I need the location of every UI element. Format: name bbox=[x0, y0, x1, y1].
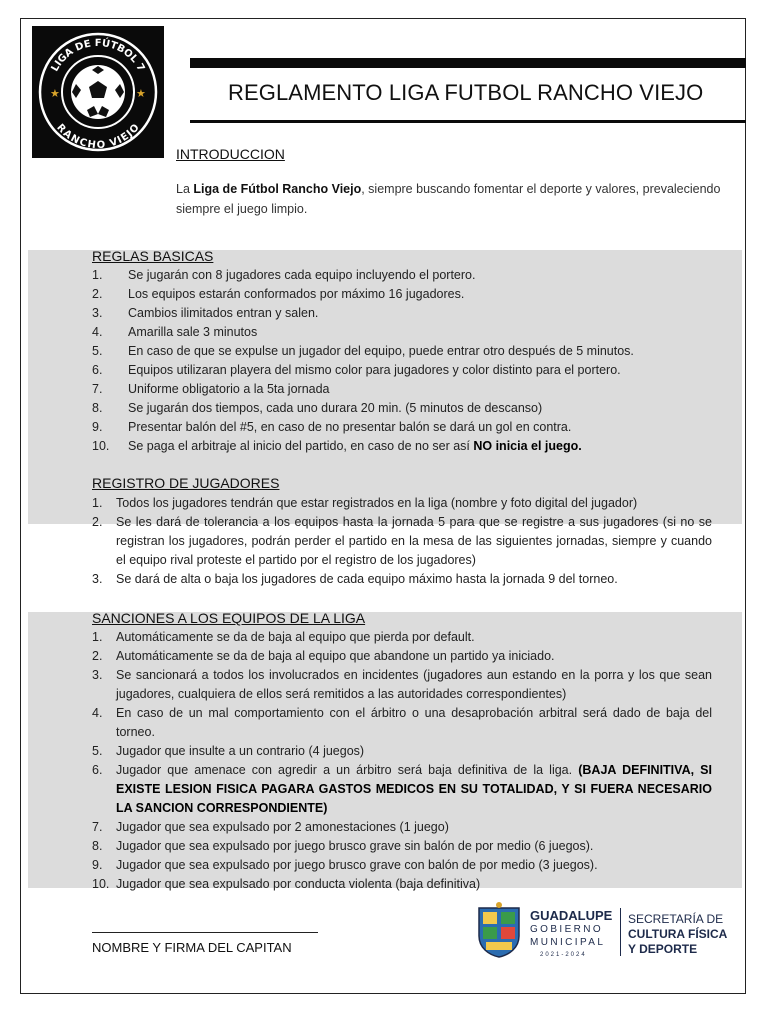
list-item-text: Automáticamente se da de baja al equipo que abandone un partido ya iniciado. bbox=[116, 649, 555, 663]
list-item-number: 1. bbox=[92, 496, 103, 510]
title-bar-top bbox=[190, 58, 746, 68]
list-item-number: 10. bbox=[92, 439, 110, 453]
list-item-text: Jugador que sea expulsado por 2 amonestaciones (1 juego) bbox=[116, 820, 449, 834]
list-item-number: 3. bbox=[92, 668, 103, 682]
gov-name: GUADALUPE bbox=[530, 908, 613, 923]
list-item-number: 7. bbox=[92, 382, 103, 396]
list-item-text: Se sancionará a todos los involucrados en incidentes (jugadores aun estando en la porra y los que sean jugadores, cualquiera de ellos será remitidos a las autoridades correspondientes) bbox=[116, 668, 712, 701]
list-item-number: 2. bbox=[92, 515, 103, 529]
logo-top-text: LIGA DE FÚTBOL 7 bbox=[49, 37, 147, 74]
gov-divider bbox=[620, 908, 621, 956]
list-item-number: 7. bbox=[92, 820, 103, 834]
list-item-number: 9. bbox=[92, 420, 103, 434]
list-item-text: Todos los jugadores tendrán que estar registrados en la liga (nombre y foto digital del jugador) bbox=[116, 496, 638, 510]
list-item bbox=[92, 361, 734, 380]
list-item bbox=[92, 418, 734, 437]
list-item-number: 2. bbox=[92, 287, 103, 301]
reglas-heading: REGLAS BASICAS bbox=[92, 248, 214, 264]
registro-list bbox=[92, 494, 712, 589]
list-item bbox=[92, 494, 712, 513]
list-item bbox=[92, 342, 734, 361]
gov-logo-block bbox=[472, 890, 740, 972]
soccer-ball-icon bbox=[71, 65, 125, 119]
list-item bbox=[92, 666, 712, 704]
list-item-text: En caso de que se expulse un jugador del equipo, puede entrar otro después de 5 minutos. bbox=[128, 344, 634, 358]
list-item-number: 6. bbox=[92, 363, 103, 377]
title-bar-bottom bbox=[190, 120, 746, 123]
list-item-number: 1. bbox=[92, 630, 103, 644]
list-item-number: 8. bbox=[92, 839, 103, 853]
list-item-text: Cambios ilimitados entran y salen. bbox=[128, 306, 319, 320]
list-item-number: 3. bbox=[92, 572, 103, 586]
intro-heading: INTRODUCCION bbox=[176, 146, 285, 162]
list-item bbox=[92, 704, 712, 742]
gov-sub1: GOBIERNO bbox=[530, 924, 604, 935]
svg-text:RANCHO VIEJO bbox=[54, 122, 142, 151]
league-logo bbox=[32, 26, 164, 158]
list-item bbox=[92, 856, 712, 875]
list-item-text: Jugador que sea expulsado por juego brusco grave sin balón de por medio (6 juegos). bbox=[116, 839, 594, 853]
signature-label: NOMBRE Y FIRMA DEL CAPITAN bbox=[92, 940, 292, 955]
list-item-emphasis: (BAJA DEFINITIVA, SI EXISTE LESION FISICA PAGARA GASTOS MEDICOS EN SU TOTALIDAD, Y SI FUERA NECESARIO LA SANCION CORRESPONDIENTE) bbox=[116, 763, 712, 815]
list-item bbox=[92, 570, 712, 589]
list-item-text: Se jugarán con 8 jugadores cada equipo incluyendo el portero. bbox=[128, 268, 476, 282]
list-item-number: 4. bbox=[92, 706, 103, 720]
list-item-number: 9. bbox=[92, 858, 103, 872]
list-item-text: Se dará de alta o baja los jugadores de cada equipo máximo hasta la jornada 9 del torneo. bbox=[116, 572, 618, 586]
league-name: Liga de Fútbol Rancho Viejo bbox=[193, 182, 362, 196]
list-item bbox=[92, 437, 734, 456]
list-item-text: Se jugarán dos tiempos, cada uno durara 20 min. (5 minutos de descanso) bbox=[128, 401, 543, 415]
registro-heading: REGISTRO DE JUGADORES bbox=[92, 475, 280, 491]
list-item-text: Los equipos estarán conformados por máximo 16 jugadores. bbox=[128, 287, 465, 301]
secretaria-line3: Y DEPORTE bbox=[628, 942, 698, 956]
list-item-text: Automáticamente se da de baja al equipo que pierda por default. bbox=[116, 630, 475, 644]
list-item-text: Jugador que sea expulsado por juego brusco grave con balón de por medio (3 juegos). bbox=[116, 858, 598, 872]
league-logo-graphic bbox=[32, 26, 164, 158]
list-item bbox=[92, 647, 712, 666]
list-item-number: 1. bbox=[92, 268, 103, 282]
logo-bottom-text: RANCHO VIEJO bbox=[54, 122, 142, 152]
list-item-number: 10. bbox=[92, 877, 110, 891]
list-item bbox=[92, 761, 712, 818]
list-item-number: 6. bbox=[92, 763, 103, 777]
intro-paragraph: La Liga de Fútbol Rancho Viejo, siempre buscando fomentar el deporte y valores, prevaleciendo siempre el juego limpio. bbox=[176, 182, 721, 216]
secretaria-line1: SECRETARÍA DE bbox=[628, 912, 724, 926]
reglas-list bbox=[92, 266, 734, 456]
list-item bbox=[92, 742, 712, 761]
page-title: REGLAMENTO LIGA FUTBOL RANCHO VIEJO bbox=[228, 80, 704, 105]
list-item-text: Amarilla sale 3 minutos bbox=[128, 325, 258, 339]
list-item bbox=[92, 380, 734, 399]
gov-sub2: MUNICIPAL bbox=[530, 937, 606, 948]
municipal-shield-icon bbox=[476, 902, 522, 958]
gov-years: 2021-2024 bbox=[540, 952, 587, 958]
list-item-text: Se paga el arbitraje al inicio del partido, en caso de no ser así NO inicia el juego. bbox=[128, 439, 582, 453]
list-item bbox=[92, 837, 712, 856]
list-item-text: Se les dará de tolerancia a los equipos hasta la jornada 5 para que se registre a sus jugadores (si no se registran los jugadores, podrán perder el partido en la mesa de las siguientes jornadas, siempre y cuando el equipo rival proteste el partido por el registro de los jugadores) bbox=[116, 515, 712, 567]
list-item-emphasis: NO inicia el juego. bbox=[473, 439, 582, 453]
list-item-text: En caso de un mal comportamiento con el árbitro o una desaprobación arbitral será dado de baja del torneo. bbox=[116, 706, 712, 739]
list-item-number: 3. bbox=[92, 306, 103, 320]
sanciones-list bbox=[92, 628, 712, 894]
list-item-number: 8. bbox=[92, 401, 103, 415]
signature-line bbox=[92, 932, 318, 933]
sanciones-heading: SANCIONES A LOS EQUIPOS DE LA LIGA bbox=[92, 610, 366, 626]
star-icon-right: ★ bbox=[136, 87, 146, 100]
list-item-text: Presentar balón del #5, en caso de no presentar balón se dará un gol en contra. bbox=[128, 420, 572, 434]
list-item-number: 5. bbox=[92, 344, 103, 358]
list-item-text: Jugador que sea expulsado por conducta violenta (baja definitiva) bbox=[116, 877, 481, 891]
list-item bbox=[92, 513, 712, 570]
list-item bbox=[92, 304, 734, 323]
list-item-text: Jugador que amenace con agredir a un árbitro será baja definitiva de la liga. (BAJA DEFINITIVA, SI EXISTE LESION FISICA PAGARA GASTOS MEDICOS EN SU TOTALIDAD, Y SI FUERA NECESARIO LA SANCION CORRESPONDIENTE) bbox=[116, 763, 712, 815]
list-item bbox=[92, 266, 734, 285]
secretaria-line2: CULTURA FÍSICA bbox=[628, 927, 728, 941]
list-item-number: 2. bbox=[92, 649, 103, 663]
list-item bbox=[92, 399, 734, 418]
list-item bbox=[92, 285, 734, 304]
star-icon-left: ★ bbox=[50, 87, 60, 100]
list-item-text: Jugador que insulte a un contrario (4 juegos) bbox=[116, 744, 365, 758]
list-item-text: Equipos utilizaran playera del mismo color para jugadores y color distinto para el portero. bbox=[128, 363, 621, 377]
list-item bbox=[92, 818, 712, 837]
list-item bbox=[92, 323, 734, 342]
list-item-number: 5. bbox=[92, 744, 103, 758]
list-item bbox=[92, 628, 712, 647]
list-item-number: 4. bbox=[92, 325, 103, 339]
list-item-text: Uniforme obligatorio a la 5ta jornada bbox=[128, 382, 330, 396]
